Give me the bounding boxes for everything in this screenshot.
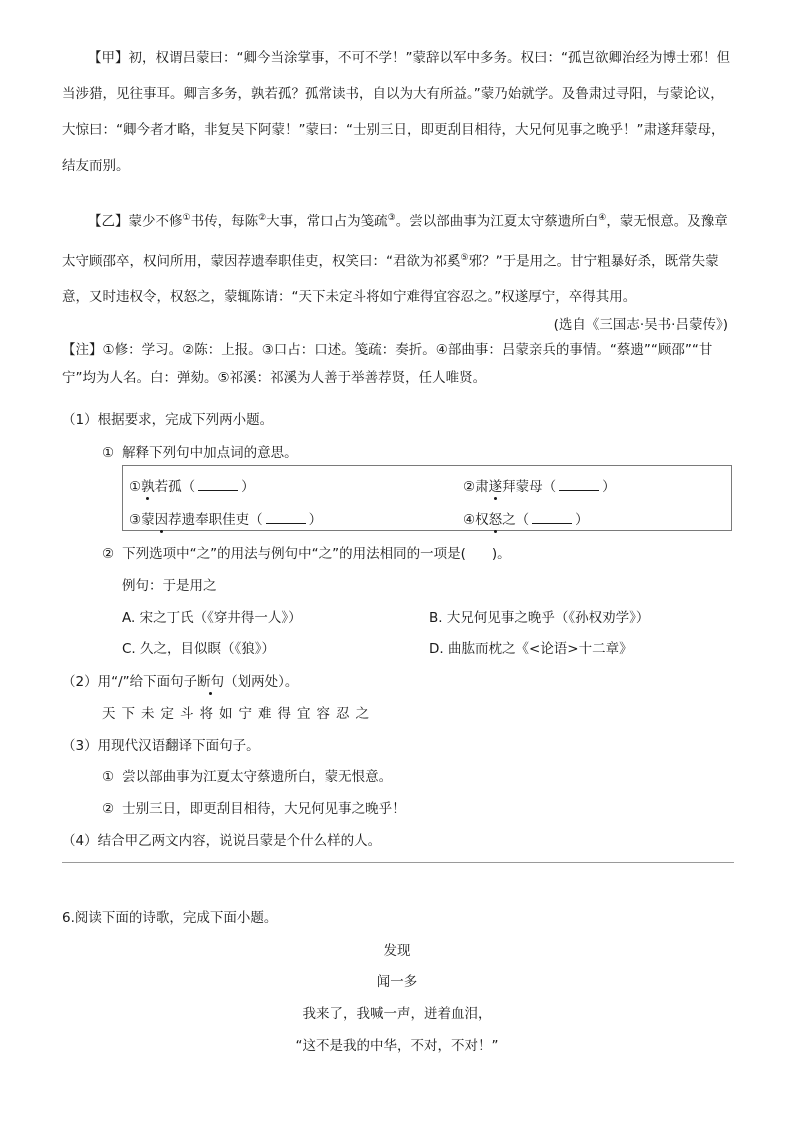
explain-item-2 bbox=[463, 475, 616, 495]
sub-2-text: 下列选项中“之”的用法与例句中“之”的用法相同的一项是( bbox=[122, 546, 466, 562]
translate-text: 士别三日，即更刮目相待，大兄何见事之晚乎！ bbox=[122, 801, 406, 817]
answer-blank[interactable] bbox=[198, 478, 238, 491]
footnote-marker-4: ④ bbox=[598, 213, 607, 223]
item-text: 荐遗奉职佳吏（ bbox=[168, 512, 263, 528]
sub-1-text: 解释下列句中加点词的意思。 bbox=[122, 445, 298, 461]
item-prefix: ① bbox=[129, 479, 142, 495]
annotation-note-text: 【注】①修：学习。②陈：上报。③口占：口述。笺疏：奏折。④部曲事：吕蒙亲兵的事情。“蔡遗”“顾邵”“甘宁”均为人名。白：弹劾。⑤祁溪：祁溪为人善于举善荐贤，任人唯贤。 bbox=[62, 342, 713, 386]
q2-heading-text: （2）用“/”给下面句子 bbox=[62, 674, 198, 690]
question-4-heading: （4）结合甲乙两文内容，说说吕蒙是个什么样的人。 bbox=[62, 833, 382, 849]
option-d: D. 曲肱而枕之《<论语>十二章》 bbox=[429, 641, 633, 657]
item-end: ） bbox=[308, 512, 323, 528]
translate-item-2 bbox=[102, 797, 406, 817]
passage-b-text-2: 书传，每陈 bbox=[190, 213, 259, 230]
poem-author: 闻一多 bbox=[376, 974, 418, 990]
translate-item-1 bbox=[102, 765, 392, 785]
question-1-sub-1 bbox=[102, 441, 298, 461]
passage-b-text-3: 大事，常口占为笺疏 bbox=[266, 213, 388, 230]
sub-2-end: )。 bbox=[491, 546, 511, 562]
q2-heading-tail: （划两处）。 bbox=[224, 674, 299, 690]
source-citation: (选自《三国志·吴书·吕蒙传》) bbox=[553, 317, 728, 333]
annotation-note bbox=[62, 336, 734, 392]
sub-number: ① bbox=[102, 769, 115, 785]
footnote-marker-2: ② bbox=[258, 213, 267, 223]
question-3-heading: （3）用现代汉语翻译下面句子。 bbox=[62, 738, 260, 754]
passage-b-text-1: 【乙】蒙少不修 bbox=[88, 213, 183, 230]
item-text: 若孤（ bbox=[154, 479, 196, 495]
explain-item-4 bbox=[463, 508, 589, 528]
dotted-word: 怒 bbox=[489, 508, 503, 528]
question-2-heading bbox=[62, 670, 298, 690]
passage-b-text-5: ，蒙无恨意。及豫章太守顾邵卒，权问所用，蒙因荐遗奉职佳吏，权笑曰：“君欲为祁奚 bbox=[62, 213, 728, 269]
question-1-sub-2 bbox=[102, 542, 511, 562]
sub-number: ① bbox=[102, 445, 115, 461]
item-prefix: ③蒙 bbox=[129, 512, 155, 528]
translate-text: 尝以部曲事为江夏太守蔡遗所白，蒙无恨意。 bbox=[122, 769, 393, 785]
footnote-marker-1: ① bbox=[182, 213, 191, 223]
sentence-to-punctuate: 天下未定斗将如宁难得宜容忍之 bbox=[102, 706, 375, 722]
passage-b-text-4: 。尝以部曲事为江夏太守蔡遗所白 bbox=[395, 213, 599, 230]
dotted-word: 孰 bbox=[141, 475, 155, 495]
item-end: ） bbox=[241, 479, 255, 495]
passage-a bbox=[62, 40, 734, 184]
passage-b-text-6: 邪？”于是用之。甘宁粗暴好杀，既常失蒙意，又时违权令，权怒之，蒙辄陈请：“天下未定斗将如宁难得宜容忍之。”权遂厚宁，卒得其用。 bbox=[62, 253, 719, 305]
item-end: ） bbox=[602, 479, 616, 495]
passage-b bbox=[62, 200, 734, 315]
section-6-intro: 6.阅读下面的诗歌，完成下面小题。 bbox=[62, 910, 278, 926]
item-text: 之（ bbox=[502, 512, 530, 528]
dotted-word: 因 bbox=[155, 508, 169, 528]
option-b: B. 大兄何见事之晚乎（《孙权劝学》） bbox=[429, 610, 650, 626]
poem-line-2: “这不是我的中华，不对，不对！” bbox=[295, 1038, 499, 1054]
answer-blank[interactable] bbox=[532, 511, 572, 524]
question-1-heading: （1）根据要求，完成下列两小题。 bbox=[62, 412, 274, 428]
section-divider bbox=[62, 862, 734, 863]
explain-item-1 bbox=[129, 475, 255, 495]
answer-blank[interactable] bbox=[266, 511, 306, 524]
passage-a-text: 【甲】初，权谓吕蒙曰：“卿今当涂掌事，不可不学！”蒙辞以军中多务。权曰：“孤岂欲卿治经为博士邪！但当涉猎，见往事耳。卿言多务，孰若孤？孤常读书，自以为大有所益。”蒙乃始就学。及鲁肃过寻阳，与蒙论议，大惊曰：“卿今者才略，非复吴下阿蒙！”蒙曰：“士别三日，即更刮目相待，大兄何见事之晚乎！”肃遂拜蒙母，结友而别。 bbox=[62, 50, 730, 174]
sub-number: ② bbox=[102, 546, 115, 562]
item-end: ） bbox=[575, 512, 589, 528]
word-explanation-box bbox=[122, 465, 732, 531]
option-a: A. 宋之丁氏（《穿井得一人》） bbox=[122, 610, 302, 626]
sub-number: ② bbox=[102, 801, 115, 817]
example-sentence: 例句：于是用之 bbox=[122, 578, 217, 594]
poem-title: 发现 bbox=[383, 943, 411, 959]
poem-line-1: 我来了，我喊一声，迸着血泪， bbox=[302, 1006, 492, 1022]
explain-item-3 bbox=[129, 508, 322, 528]
dotted-word: 遂 bbox=[489, 475, 503, 495]
option-c: C. 久之，目似瞑（《狼》） bbox=[122, 641, 276, 657]
item-prefix: ④权 bbox=[463, 512, 489, 528]
footnote-marker-5: ⑤ bbox=[460, 252, 469, 263]
item-text: 拜蒙母（ bbox=[502, 479, 557, 495]
answer-blank[interactable] bbox=[559, 478, 599, 491]
dotted-word: 断句 bbox=[197, 670, 224, 690]
footnote-marker-3: ③ bbox=[387, 213, 396, 223]
item-prefix: ②肃 bbox=[463, 479, 489, 495]
